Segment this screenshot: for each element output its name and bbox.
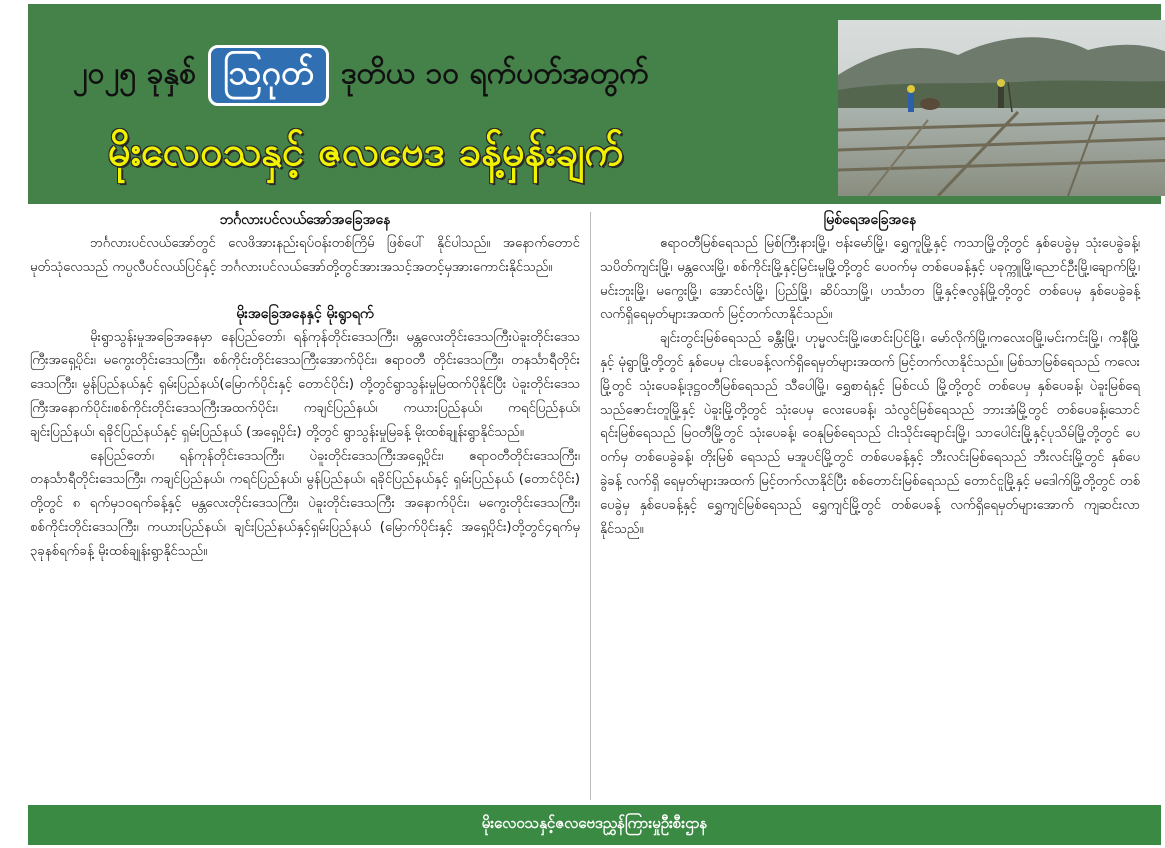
right-column: [600, 208, 1140, 541]
header-title: မိုးလေဝသနှင့် ဇလဗေဒ ခန့်မှန်းချက်: [108, 128, 624, 175]
column-divider: [590, 212, 591, 800]
left-column: [30, 208, 580, 564]
farm-photo: [838, 20, 1165, 196]
footer-department-name: မိုးလေဝသနှင့်ဇလဗေဒညွှန်ကြားမှုဦးစီးဌာန: [481, 814, 708, 832]
rainfall-paragraph-2: နေပြည်တော်၊ ရန်ကုန်တိုင်းဒေသကြီး၊ ပဲခူးတိုင်းဒေသကြီးအရှေ့ပိုင်း၊ ဧရာဝတီတိုင်းဒေသကြီး၊ တနင်္သာရီတိုင်းဒေသကြီး၊ ကချင်ပြည်နယ်၊ ကရင်ပြည်နယ်၊ မွန်ပြည်နယ်၊ ရခိုင်ပြည်နယ်နှင့် ရှမ်းပြည်နယ် (တောင်ပိုင်း) တို့တွင် ၈ ရက်မှ၁၀ရက်ခန့်နှင့် မန္တလေးတိုင်းဒေသကြီး၊ ပဲခူးတိုင်းဒေသကြီး အနောက်ပိုင်း၊ မကွေးတိုင်းဒေသကြီး၊ စစ်ကိုင်းတိုင်းဒေသကြီး၊ ကယားပြည်နယ်၊ ချင်းပြည်နယ်နှင့်ရှမ်းပြည်နယ် (မြောက်ပိုင်းနှင့် အရှေ့ပိုင်း)တို့တွင်၄ရက်မှ ၃ခုနစ်ရက်ခန့် မိုးထစ်ချုန်းရွာနိုင်သည်။: [30, 448, 580, 559]
header-banner: [28, 4, 1161, 204]
river-paragraph-2: ချင်းတွင်းမြစ်ရေသည် ခန္တီးမြို့၊ ဟုမ္မလင်းမြို့၊ဖောင်းပြင်မြို့၊ မော်လိုက်မြို့၊ကလေးဝမြို့၊မင်းကင်းမြို့၊ ကနီမြို့နှင့် မုံရွာမြို့တို့တွင် နှစ်ပေမှ ငါးပေခန့်လက်ရှိရေမှတ်များအထက် မြင့်တက်လာနိုင်သည်။ မြစ်သာမြစ်ရေသည် ကလေးမြို့တွင် သုံးပေခန့်၊ဒုဋ္ဌဝတီမြစ်ရေသည် သီပေါမြို့၊ ရွှေစာရံနှင့် မြစ်ငယ် မြို့တို့တွင် တစ်ပေမှ နှစ်ပေခန့်၊ ပဲခူးမြစ်ရေသည်ဇောင်းတူမြို့နှင့် ပဲခူးမြို့တို့တွင် သုံးပေမှ လေးပေခန့်၊ သံလွင်မြစ်ရေသည် ဘားအံမြို့တွင် တစ်ပေခန့်၊သောင်ရင်းမြစ်ရေသည် မြဝတီမြို့တွင် သုံးပေခန့်၊ ဝေနုမြစ်ရေသည် ငါးသိုင်းချောင်းမြို့၊ သာပေါင်းမြို့နှင့်ပုသိမ်မြို့တို့တွင် ပေဝက်မှ တစ်ပေခွဲခန့်၊ တိုးမြစ် ရေသည် မအူပင်မြို့တွင် တစ်ပေခန့်နှင့် ဘီးလင်းမြစ်ရေသည် ဘီးလင်းမြို့တွင် နှစ်ပေခွဲခန့် လက်ရှိ ရေမှတ်များအထက် မြင့်တက်လာနိုင်ပြီး စစ်တောင်းမြစ်ရေသည် တောင်ငူမြို့နှင့် မဒေါက်မြို့တို့တွင် တစ်ပေခွဲမှ နှစ်ပေခန့်နှင့် ရွှေကျင်မြစ်ရေသည် ရွှေကျင်မြို့တွင် တစ်ပေခန့် လက်ရှိရေမှတ်များအောက် ကျဆင်းလာနိုင်သည်။: [600, 331, 1140, 537]
farm-photo-image: [838, 20, 1165, 196]
header-period: ဒုတိယ ၁၀ ရက်ပတ်အတွက်: [341, 55, 649, 91]
header-month-badge: ဩဂုတ်: [208, 45, 329, 106]
header-date-line: [73, 40, 649, 110]
rainfall-heading: မိုးအခြေအနေနှင့် မိုးရွာရက်: [236, 305, 374, 322]
rainfall-paragraph-1: မိုးရွာသွန်းမှုအခြေအနေမှာ နေပြည်တော်၊ ရန်ကုန်တိုင်းဒေသကြီး၊ မန္တလေးတိုင်းဒေသကြီးပဲခူးတိုင်းဒေသကြီးအရှေ့ပိုင်း၊ မကွေးတိုင်းဒေသကြီး၊ စစ်ကိုင်းတိုင်းဒေသကြီးအောက်ပိုင်း၊ ဧရာဝတီ တိုင်းဒေသကြီး၊ တနင်္သာရီတိုင်းဒေသကြီး၊ မွန်ပြည်နယ်နှင့် ရှမ်းပြည်နယ်(မြောက်ပိုင်းနှင့် တောင်ပိုင်း) တို့တွင်ရွာသွန်းမှုမြထက်ပိုနိုင်ပြီး ပဲခူးတိုင်းဒေသကြီးအနောက်ပိုင်း၊စစ်ကိုင်းတိုင်းဒေသကြီးအထက်ပိုင်း၊ ကချင်ပြည်နယ်၊ ကယားပြည်နယ်၊ ကရင်ပြည်နယ်၊ ချင်းပြည်နယ်၊ ရခိုင်ပြည်နယ်နှင့် ရှမ်းပြည်နယ် (အရှေ့ပိုင်း) တို့တွင် ရွာသွန်းမှုမြခန့် မိုးထစ်ချုန်းရွာနိုင်သည်။: [30, 329, 580, 440]
footer-banner: [28, 805, 1161, 845]
header-year: ၂၀၂၅ ခုနှစ်: [73, 55, 196, 91]
bay-of-bengal-heading: ဘင်္ဂလားပင်လယ်အော်အခြေအနေ: [219, 212, 391, 228]
river-heading: မြစ်ရေအခြေအနေ: [823, 212, 917, 228]
bay-of-bengal-paragraph: ဘင်္ဂလားပင်လယ်အော်တွင် လေဖိအားနည်းရပ်ဝန်းတစ်ကြိမ် ဖြစ်ပေါ် နိုင်ပါသည်။ အနောက်တောင်မုတ်သုံလေသည် ကပ္ပလီပင်လယ်ပြင်နှင့် ဘင်္ဂလားပင်လယ်အော်တို့တွင်အားအသင့်အတင့်မှအားကောင်းနိုင်သည်။: [30, 236, 580, 275]
river-paragraph-1: ဧရာဝတီမြစ်ရေသည် မြစ်ကြီးနားမြို့၊ ဗန်းမော်မြို့၊ ရွှေကူမြို့နှင့် ကသာမြို့တို့တွင် နှစ်ပေခွဲမှ သုံးပေခွဲခန့်၊ သပိတ်ကျင်းမြို့၊ မန္တလေးမြို့၊ စစ်ကိုင်းမြို့နှင့်မြင်းမူမြို့တို့တွင် ပေဝက်မှ တစ်ပေခန့်နှင့် ပခုက္ကူမြို့၊ညောင်ဦးမြို့၊ချောက်မြို့၊ မင်းဘူးမြို့၊ မကွေးမြို့၊ အောင်လံမြို့၊ ပြည်မြို့၊ ဆိပ်သာမြို့၊ ဟင်္သာတ မြို့နှင့်ဇလွန်မြို့တို့တွင် တစ်ပေမှ နှစ်ပေခွဲခန့် လက်ရှိရေမှတ်များအထက် မြင့်တက်လာနိုင်သည်။: [600, 236, 1140, 323]
